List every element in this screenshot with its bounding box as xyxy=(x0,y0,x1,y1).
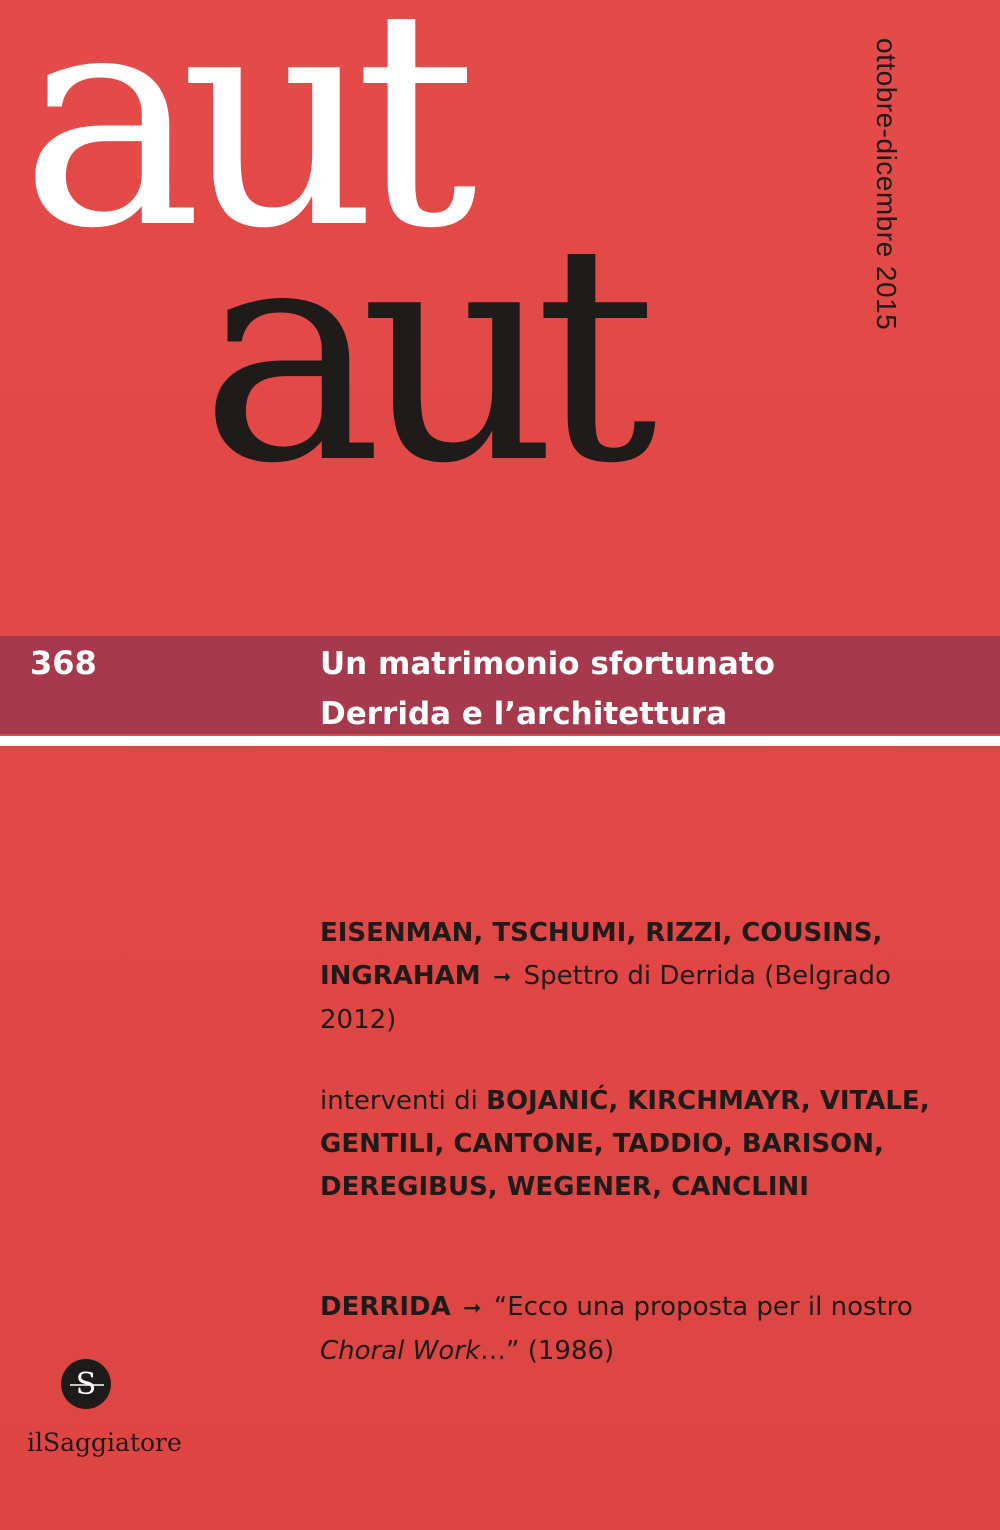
issue-title: Un matrimonio sfortunato xyxy=(320,646,775,682)
contents-authors-2: BOJANIĆ, KIRCHMAYR, VITALE, GENTILI, CANTONE, TADDIO, BARISON, DEREGIBUS, WEGENER, CANCLINI xyxy=(320,1086,930,1202)
contents-quote-close: …” (1986) xyxy=(480,1336,615,1366)
contents-block-3 xyxy=(320,1286,960,1373)
contents-intro-2: interventi di xyxy=(320,1086,478,1116)
arrow-icon: ➞ xyxy=(463,1296,482,1321)
contents-authors-1: EISENMAN, TSCHUMI, RIZZI, COUSINS, INGRAHAM xyxy=(320,918,883,991)
contents-quote-italic: Choral Work xyxy=(320,1336,481,1366)
contents-author-3: DERRIDA xyxy=(320,1292,451,1322)
arrow-icon: ➞ xyxy=(492,965,512,990)
contents-block-2 xyxy=(320,1080,960,1209)
contents-title-1: Spettro di Derrida (Belgrado 2012) xyxy=(320,961,891,1035)
contents-quote-open: “Ecco una proposta per il nostro xyxy=(493,1292,913,1322)
divider-line xyxy=(0,736,1000,746)
contents-block-1 xyxy=(320,912,960,1042)
publisher-logo-text: S xyxy=(75,1367,97,1402)
issue-number: 368 xyxy=(30,644,97,682)
publisher-logo-icon xyxy=(60,1358,112,1410)
publisher-name: ilSaggiatore xyxy=(27,1428,182,1457)
masthead-white: aut xyxy=(20,0,456,294)
issue-date: ottobre-dicembre 2015 xyxy=(871,38,902,331)
issue-subtitle: Derrida e l’architettura xyxy=(320,696,728,732)
masthead-black: aut xyxy=(200,180,636,529)
